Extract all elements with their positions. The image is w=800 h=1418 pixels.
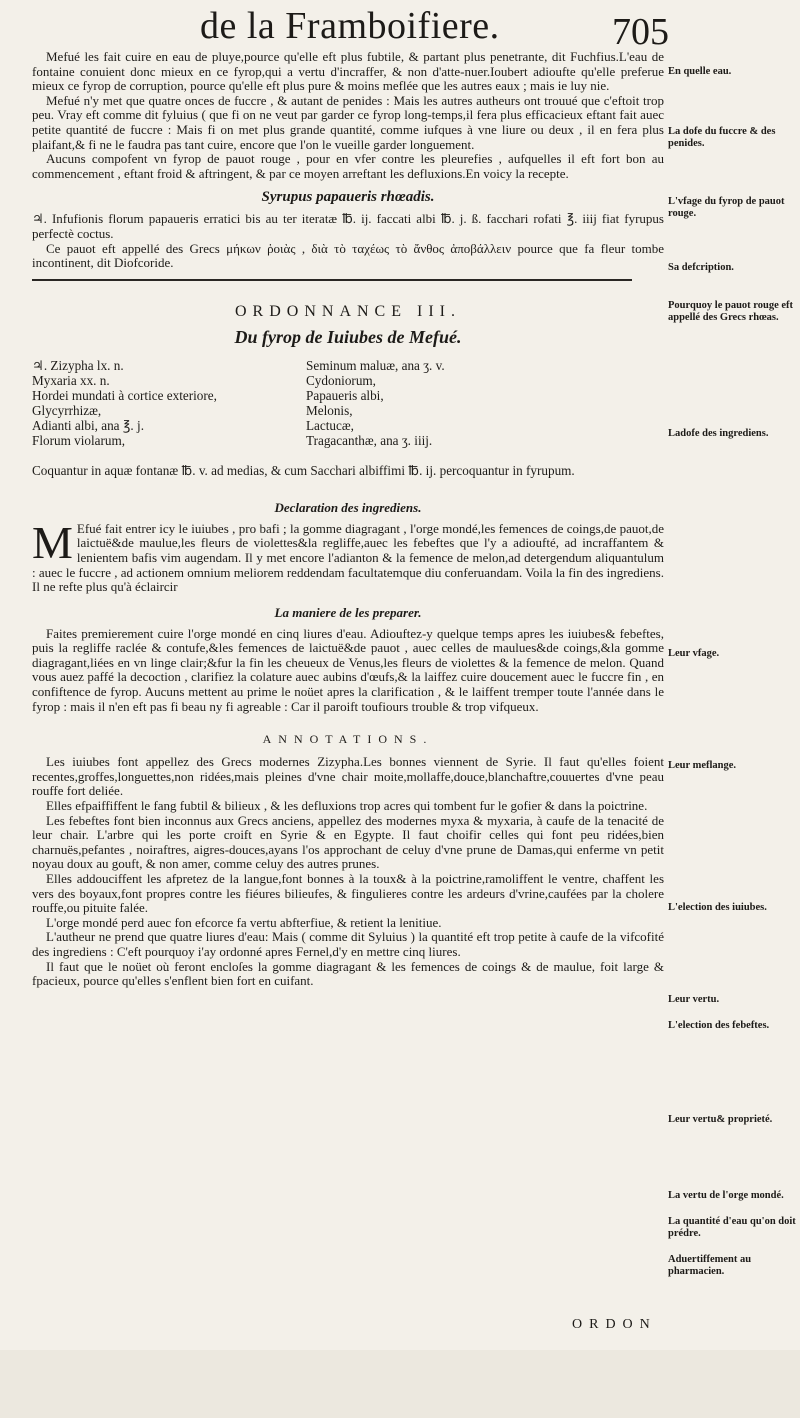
margin-note: En quelle eau. (668, 66, 732, 77)
syrupus-note: Ce pauot eft appellé des Grecs μήκων ῥοιὰς , διὰ τὸ ταχέως τὸ ἄνθος ἀποβάλλειν pource que fa fleur tombe incontinent, dit Diofcoride. (32, 240, 664, 271)
margin-note: Pourquoy le pauot rouge eft appellé des Grecs rhœas. (668, 300, 794, 323)
margin-notes-column (668, 0, 798, 1418)
ordonnance-title: ORDONNANCE III. (235, 302, 461, 320)
recipe-line: Tragacanthæ, ana ʒ. iiij. (306, 432, 433, 448)
drop-cap: M (32, 516, 73, 568)
recipe-line: Glycyrrhizæ, (32, 402, 102, 418)
recipe-line: ♃. Zizypha lx. n. (32, 357, 124, 373)
recipe-line: Hordei mundati à cortice exteriore, (32, 387, 217, 403)
margin-note: Leur vfage. (668, 648, 720, 659)
recipe-line: Melonis, (306, 402, 353, 418)
ordonnance-recipe (32, 358, 664, 490)
annotation-paragraph: L'orge mondé perd auec fon efcorce fa vertu abfterfiue, & retient la lenitiue. (46, 914, 442, 930)
margin-note: L'vfage du fyrop de pauot rouge. (668, 196, 785, 219)
declaration-text: Efué fait entrer icy le iuiubes , pro bafi ; la gomme diagragant , l'orge mondé,les femences de coings,de pauot,de laictuë&de maulue,les fleurs de violettes&la regliffe,auec les febeftes que l'y a adioufté, ad incraffantem & lenientem bafis vim augendam. Il y met encore l'adianton & la femence de melon,ad detergendum aliquantulum : auec le fuccre , ad actionem omnium meliorem reddendam facultatemque diu conferuandam. Voila la fin des ingrediens. Il ne refte plus qu'à éclaircir (32, 520, 664, 595)
margin-note: Leur meflange. (668, 760, 737, 771)
syrupus-title: Syrupus papaueris rhœadis. (261, 189, 435, 206)
section-divider (32, 279, 632, 281)
recipe-line: Lactucæ, (306, 417, 354, 433)
recipe-line: Florum violarum, (32, 432, 126, 448)
annotation-paragraph: Il faut que le noüet où feront encloſes la gomme diagragant & les femences de coings & de maulue, foit large & fpacieux, pource qu'elles s'enflent bien fort en cuifant. (32, 958, 664, 989)
declaration-paragraph (32, 516, 664, 595)
margin-note: L'election des febeftes. (668, 1020, 770, 1031)
main-text-column (32, 50, 664, 989)
margin-note: Sa defcription. (668, 262, 734, 273)
margin-note: Leur vertu& proprieté. (668, 1114, 773, 1125)
recipe-line: Papaueris albi, (306, 387, 384, 403)
margin-note: Ladofe des ingrediens. (668, 428, 769, 439)
recipe-right-column (306, 358, 656, 448)
page-bottom-margin (0, 1350, 800, 1418)
margin-note: Aduertiffement au pharmacien. (668, 1254, 752, 1277)
declaration-title: Declaration des ingrediens. (274, 499, 422, 515)
maniere-title: La maniere de les preparer. (274, 604, 422, 620)
recipe-line: Myxaria xx. n. (32, 372, 110, 388)
syrupus-recipe: ♃. Infufionis florum papaueris erratici bis au ter iteratæ ℔. ij. faccati albi ℔. j. ß. facchari rofati ℥. iiij fiat fyrupus perfectè coctus. (32, 211, 664, 241)
running-title: de la Framboifiere. (200, 5, 500, 47)
recipe-line: Cydoniorum, (306, 372, 376, 388)
margin-note: La dofe du fuccre & des penides. (668, 126, 776, 149)
intro-paragraph-2: Mefué n'y met que quatre onces de fuccre , & autant de penides : Mais les autres autheurs ont trouué que c'eftoit trop peu. Vray eft comme dit fyluius ( que fi on ne veut par garder ce fyrop long-temps,il fera plus efficacieux eftant fait auec petite quantité de fuccre : Mais fi on met plus grande quantité, comme iufques à vne liure ou deux , il en fera plus plaifant,& fi ne le faudra pas tant cuire, encore que l'on le vueille garder longuement. (32, 92, 664, 152)
ordonnance-subtitle: Du fyrop de Iuiubes de Mefué. (234, 326, 462, 347)
annotation-paragraph: Elles addouciffent les afpretez de la langue,font bonnes à la toux& à la poictrine,ramoliffent le ventre, chaffent les vers des boyaux,font propres contre les fiéures bilieufes, & fingulieres contre les ardeurs d'vrine,caufées par la cholere rouffe,ou pituite falée. (32, 871, 664, 916)
margin-note: La vertu de l'orge mondé. (668, 1190, 784, 1201)
recipe-line: Adianti albi, ana ℥. j. (32, 417, 144, 433)
margin-note: L'election des iuiubes. (668, 902, 767, 913)
maniere-paragraph: Faites premierement cuire l'orge mondé en cinq liures d'eau. Adiouftez-y quelque temps apres les iuiubes& febeftes, puis la regliffe raclée & contufe,&les femences de laictuë&de pauot , auec celles de maulues&de coings,&la gomme diagragant,liées en vn linge clair;&fur la fin les cheueux de Venus,les fleurs de violettes & la femence de melon. Quand vous auez paffé la decoction , clarifiez la colature auec aubins d'œufs,& la laiffez cuire doucement auec le fuccre fin , en confiftence de fyrop. Aucuns mettent au prime le noüet apres la clarification , & le laiffent tremper toute l'année dans le fyrop : mais il n'en eft pas fi beau ny fi agreable : Car il paroift toufiours trouble & trop vifqueux. (32, 625, 664, 714)
intro-paragraph-3: Aucuns compofent vn fyrop de pauot rouge , pour en vfer contre les pleurefies , aufquelles il eft fort bon au commencement , eftant froid & aftringent, & par ce moyen arreftant les defluxions.En voicy la recepte. (32, 151, 664, 181)
margin-note: Leur vertu. (668, 994, 720, 1005)
annotations-title: ANNOTATIONS. (262, 732, 434, 747)
recipe-line: Seminum maluæ, ana ʒ. v. (306, 357, 445, 373)
page-number: 705 (612, 11, 669, 53)
annotation-paragraph: L'autheur ne prend que quatre liures d'eau: Mais ( comme dit Syluius ) la quantité eft trop petite à caufe de la vifcofité des ingrediens : C'eft pourquoy i'ay ordonné apres Fernel,d'y en mettre cinq liures. (32, 929, 664, 959)
intro-paragraph-1: Mefué les fait cuire en eau de pluye,pource qu'elle eft plus fubtile, & partant plus penetrante, dit Fuchfius.L'eau de fontaine conuient donc mieux en ce fyrop,qui a vertu d'incraffer, & non d'atte-nuer.Ioubert adioufte qu'elle preferue mieux ce fyrop de corruption, pource qu'elle eft plus pure & moins meflée que les autres eaux ; mais ie luy nie. (32, 49, 664, 94)
recipe-instructions: Coquantur in aquæ fontanæ ℔. v. ad medias, & cum Sacchari albiffimi ℔. ij. percoquantur in fyrupum. (32, 462, 575, 478)
catchword: ORDON (572, 1317, 657, 1332)
annotation-paragraph: Elles efpaiffiffent le fang fubtil & bilieux , & les defluxions trop acres qui tombent fur le gofier & dans la poictrine. (46, 798, 648, 814)
annotation-paragraph: Les febeftes font bien inconnus aux Grecs anciens, appellez des modernes myxa & myxaria, à caufe de la tenacité de leur chair. L'arbre qui les porte croift en Syrie & en Egypte. Il faut choifir celles qui font peu ridées,bien charnuës,pefantes , noiraftres, aigres-douces,ayans l'os approchant de celuy d'vne prune de Damas,qui enferme vn petit noyau doux au gouft, & non amer, comme celuy des autres prunes. (32, 812, 664, 872)
annotation-paragraph: Les iuiubes font appellez des Grecs modernes Zizypha.Les bonnes viennent de Syrie. Il faut qu'elles foient recentes,groffes,longuettes,non ridées,mais pleines d'vne chair moite,mollaffe,douce,blanchaftre,couuertes d'vne peau rouffe fort deliée. (32, 754, 664, 799)
recipe-left-column (32, 358, 282, 448)
margin-note: La quantité d'eau qu'on doit prédre. (668, 1216, 796, 1239)
